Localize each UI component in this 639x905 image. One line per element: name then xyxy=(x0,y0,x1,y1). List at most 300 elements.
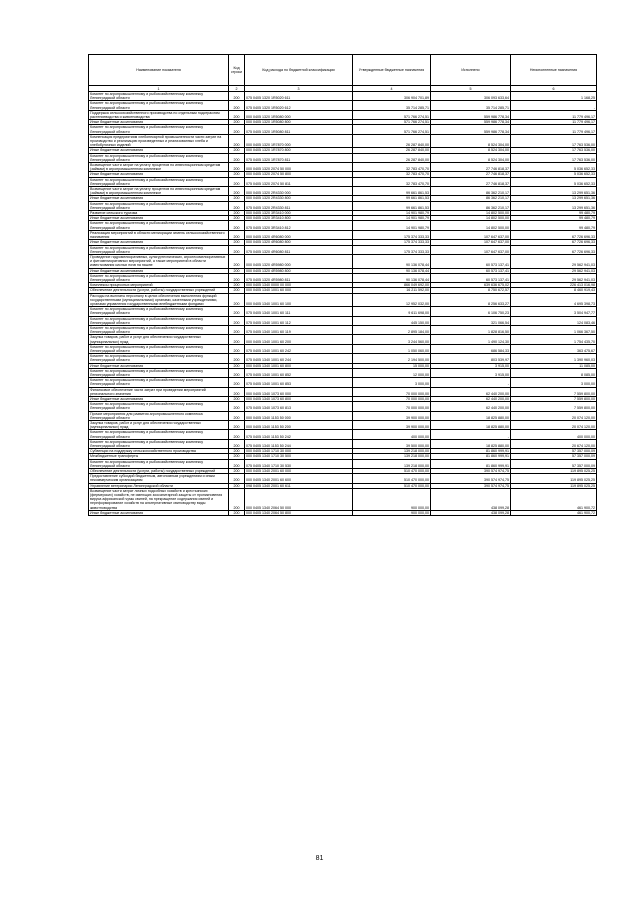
row-kbk: 075 0405 1340 1153 50 244 xyxy=(245,439,353,448)
table-row xyxy=(89,344,597,353)
row-name: Комитет по агропромышленному и рыбохозяйственному комплексу Ленинградской области xyxy=(89,273,229,282)
row-name: Реализация мероприятий в области мелиорации земель сельскохозяйственного назначения xyxy=(89,230,229,239)
row-approved: 39 500 000,00 xyxy=(353,439,431,448)
row-name: Иные бюджетные ассигнования xyxy=(89,216,229,221)
row-kbk: 000 0405 1320 2R4330 800 xyxy=(245,196,353,201)
row-unexecuted: 11 779 496,17 xyxy=(511,110,597,119)
row-executed: 18 825 880,00 xyxy=(431,421,511,430)
row-name: Иные бюджетные ассигнования xyxy=(89,240,229,245)
row-approved: 139 218 000,00 xyxy=(353,454,431,459)
row-unexecuted: 124 083,46 xyxy=(511,316,597,325)
row-unexecuted: 20 074 120,00 xyxy=(511,411,597,420)
row-executed: 639 636 675,02 xyxy=(431,283,511,288)
row-name: Комитет по агропромышленному и рыбохозяйственному комплексу Ленинградской области xyxy=(89,92,229,101)
row-executed: 321 066,54 xyxy=(431,316,511,325)
table-body xyxy=(89,92,597,516)
row-executed: 8 524 304,00 xyxy=(431,148,511,153)
row-executed: 18 825 880,00 xyxy=(431,439,511,448)
col-number: 6 xyxy=(511,86,597,92)
header-kbk: Код расхода по бюджетной классификации xyxy=(245,55,353,86)
row-executed: 62 440 200,00 xyxy=(431,402,511,411)
row-executed: 8 524 304,00 xyxy=(431,153,511,162)
row-code: 200 xyxy=(229,134,245,148)
row-executed: 8 750 672,57 xyxy=(431,288,511,293)
row-approved: 139 218 000,00 xyxy=(353,449,431,454)
col-number: 2 xyxy=(229,86,245,92)
row-unexecuted: 99 480,79 xyxy=(511,211,597,216)
row-name: Иные бюджетные ассигнования xyxy=(89,172,229,177)
row-name: Комитет по агропромышленному и рыбохозяйственному комплексу Ленинградской области xyxy=(89,316,229,325)
row-name: Комитет по агропромышленному и рыбохозяйственному комплексу Ленинградской области xyxy=(89,221,229,230)
row-code: 200 xyxy=(229,101,245,110)
row-name: Комитет по агропромышленному и рыбохозяйственному комплексу Ленинградской области xyxy=(89,402,229,411)
row-approved: 26 287 840,00 xyxy=(353,153,431,162)
row-kbk: 000 0405 1340 1710 30 500 xyxy=(245,454,353,459)
row-approved: 39 900 000,00 xyxy=(353,421,431,430)
col-number: 5 xyxy=(431,86,511,92)
row-approved: 3 000,00 xyxy=(353,378,431,387)
row-approved: 99 661 861,53 xyxy=(353,196,431,201)
row-unexecuted: 363 475,67 xyxy=(511,344,597,353)
row-kbk: 075 0405 1340 1001 60 112 xyxy=(245,316,353,325)
row-approved: 9 611 698,00 xyxy=(353,307,431,316)
row-executed: 60 573 137,41 xyxy=(431,254,511,268)
row-executed: 107 647 637,00 xyxy=(431,230,511,239)
row-code: 200 xyxy=(229,153,245,162)
row-unexecuted: 13 299 651,36 xyxy=(511,196,597,201)
row-kbk: 075 0405 1340 1073 60 813 xyxy=(245,402,353,411)
row-unexecuted: 20 674 120,00 xyxy=(511,439,597,448)
row-approved: 99 661 861,53 xyxy=(353,187,431,196)
row-unexecuted: 67 726 696,33 xyxy=(511,240,597,245)
row-code: 200 xyxy=(229,344,245,353)
table-row xyxy=(89,459,597,468)
row-unexecuted: 29 562 941,03 xyxy=(511,254,597,268)
row-executed: 306 093 633,64 xyxy=(431,92,511,101)
table-row xyxy=(89,177,597,186)
table-row xyxy=(89,325,597,334)
row-executed: 60 573 137,41 xyxy=(431,273,511,282)
row-executed: 6 106 750,23 xyxy=(431,307,511,316)
row-name: Управление ветеринарии Ленинградской области xyxy=(89,483,229,488)
row-kbk: 000 0405 1320 4R5980 000 xyxy=(245,254,353,268)
row-code: 200 xyxy=(229,120,245,125)
row-kbk: 000 0405 1340 2001 60 600 xyxy=(245,474,353,483)
row-executed: 27 746 818,37 xyxy=(431,177,511,186)
row-name: Иные бюджетные ассигнования xyxy=(89,510,229,515)
row-executed: 86 362 210,17 xyxy=(431,196,511,201)
row-kbk: 000 0405 1340 2064 50 800 xyxy=(245,510,353,515)
row-approved: 510 470 000,00 xyxy=(353,474,431,483)
row-kbk: 000 0405 1320 1R7870 800 xyxy=(245,148,353,153)
row-code: 200 xyxy=(229,411,245,420)
row-kbk: 000 0405 1320 2R4330 000 xyxy=(245,187,353,196)
row-name: Комитет по агропромышленному и рыбохозяйственному комплексу Ленинградской области xyxy=(89,201,229,210)
header-unexecuted: Неисполненные назначения xyxy=(511,55,597,86)
row-code: 200 xyxy=(229,449,245,454)
table-row xyxy=(89,101,597,110)
row-name: Проведение гидромелиоративных, культуртехнических, агролесомелиоративных и фитомелиоративных мероприятий, а также мероприятий в области известкования кислых почв на пашне xyxy=(89,254,229,268)
table-row xyxy=(89,307,597,316)
row-kbk: 000 0405 1340 1001 60 000 xyxy=(245,288,353,293)
row-kbk: 000 0405 1340 1001 60 800 xyxy=(245,363,353,368)
table-row xyxy=(89,293,597,307)
row-kbk: 075 0405 1320 1R5020 611 xyxy=(245,92,353,101)
row-approved: 3 244 560,00 xyxy=(353,335,431,344)
row-kbk: 075 0405 1340 1710 30 530 xyxy=(245,459,353,468)
row-unexecuted: 1 066 367,50 xyxy=(511,325,597,334)
row-name: Обеспечение деятельности (услуги, работы) государственных учреждений xyxy=(89,469,229,474)
row-kbk: 000 0405 1320 2074 50 800 xyxy=(245,172,353,177)
row-name: Комитет по агропромышленному и рыбохозяйственному комплексу Ленинградской области xyxy=(89,101,229,110)
row-executed: 81 860 999,91 xyxy=(431,459,511,468)
row-unexecuted: 29 562 941,03 xyxy=(511,268,597,273)
row-approved: 571 766 274,51 xyxy=(353,110,431,119)
table-row xyxy=(89,421,597,430)
row-unexecuted: 67 726 696,33 xyxy=(511,245,597,254)
row-approved: 571 766 274,51 xyxy=(353,125,431,134)
row-unexecuted: 226 413 016,98 xyxy=(511,283,597,288)
row-code: 200 xyxy=(229,187,245,196)
row-code: 200 xyxy=(229,288,245,293)
table-row xyxy=(89,430,597,439)
row-name: Расходы на выплаты персоналу в целях обеспечения выполнения функций государственными (муниципальными) органами, казенными учреждениями, органами управления государственными внебюджетными фондами xyxy=(89,293,229,307)
row-kbk: 075 0405 1340 1001 60 111 xyxy=(245,307,353,316)
row-kbk: 000 0405 1320 4R5980 800 xyxy=(245,268,353,273)
row-approved: 35 714 285,71 xyxy=(353,101,431,110)
row-approved: 90 136 078,44 xyxy=(353,254,431,268)
row-approved: 571 766 274,51 xyxy=(353,120,431,125)
row-unexecuted: 57 357 000,09 xyxy=(511,454,597,459)
row-name: Комитет по агропромышленному и рыбохозяйственному комплексу Ленинградской области xyxy=(89,125,229,134)
row-unexecuted: 11 085,00 xyxy=(511,363,597,368)
row-executed: 686 584,33 xyxy=(431,344,511,353)
col-number: 4 xyxy=(353,86,431,92)
row-code: 200 xyxy=(229,201,245,210)
row-approved: 175 374 333,33 xyxy=(353,240,431,245)
row-approved: 26 287 840,00 xyxy=(353,134,431,148)
row-unexecuted: 11 779 496,17 xyxy=(511,125,597,134)
row-executed: 559 986 778,34 xyxy=(431,110,511,119)
row-kbk: 000 0405 1320 3R3410 800 xyxy=(245,216,353,221)
row-kbk: 000 0405 1340 2001 60 000 xyxy=(245,469,353,474)
row-kbk: 075 0405 1320 1R5080 811 xyxy=(245,125,353,134)
row-kbk: 075 0405 1320 1R5020 612 xyxy=(245,101,353,110)
table-row xyxy=(89,368,597,377)
row-approved: 32 783 470,70 xyxy=(353,177,431,186)
row-code: 200 xyxy=(229,216,245,221)
row-kbk: 075 0405 1320 2R4330 811 xyxy=(245,201,353,210)
row-executed: - xyxy=(431,430,511,439)
row-code: 200 xyxy=(229,378,245,387)
row-unexecuted: 5 036 652,33 xyxy=(511,172,597,177)
row-approved: 12 952 032,00 xyxy=(353,293,431,307)
row-code: 200 xyxy=(229,430,245,439)
row-code: 200 xyxy=(229,459,245,468)
row-kbk: 075 0405 1320 1R7870 811 xyxy=(245,153,353,162)
table-row xyxy=(89,187,597,196)
row-code: 200 xyxy=(229,397,245,402)
row-executed: 86 362 210,17 xyxy=(431,187,511,196)
row-name: Обеспечение деятельности (услуги, работы) государственных учреждений xyxy=(89,288,229,293)
row-unexecuted: 461 900,72 xyxy=(511,488,597,510)
row-code: 200 xyxy=(229,163,245,172)
row-name: Комитет по агропромышленному и рыбохозяйственному комплексу Ленинградской области xyxy=(89,430,229,439)
row-name: Комитет по агропромышленному и рыбохозяйственному комплексу Ленинградской области xyxy=(89,354,229,363)
row-executed: 559 986 778,34 xyxy=(431,125,511,134)
row-executed: 390 574 974,75 xyxy=(431,469,511,474)
row-kbk: 000 0405 1320 4R6080 000 xyxy=(245,230,353,239)
row-unexecuted: 17 763 536,00 xyxy=(511,148,597,153)
row-name: Комитет по агропромышленному и рыбохозяйственному комплексу Ленинградской области xyxy=(89,245,229,254)
row-code: 200 xyxy=(229,421,245,430)
row-approved: 175 374 333,33 xyxy=(353,230,431,239)
row-name: Комитет по агропромышленному и рыбохозяйственному комплексу Ленинградской области xyxy=(89,459,229,468)
row-approved: 70 000 000,00 xyxy=(353,387,431,396)
row-code: 200 xyxy=(229,354,245,363)
row-approved: 139 218 000,00 xyxy=(353,459,431,468)
row-approved: 32 783 470,70 xyxy=(353,163,431,172)
row-name: Финансовое обеспечение части затрат при проведении мероприятий регионального значения xyxy=(89,387,229,396)
row-name: Комитет по агропромышленному и рыбохозяйственному комплексу Ленинградской области xyxy=(89,368,229,377)
row-name: Закупка товаров, работ и услуг для обеспечения государственных (муниципальных) нужд xyxy=(89,335,229,344)
row-executed: 107 647 637,00 xyxy=(431,245,511,254)
row-executed: 107 647 637,00 xyxy=(431,240,511,245)
row-unexecuted: 29 562 941,03 xyxy=(511,273,597,282)
row-approved: 70 000 000,00 xyxy=(353,397,431,402)
row-unexecuted: 3 000,00 xyxy=(511,378,597,387)
row-approved: 2 895 184,00 xyxy=(353,325,431,334)
row-kbk: 075 0405 1320 2074 50 811 xyxy=(245,177,353,186)
row-name: Иные бюджетные ассигнования xyxy=(89,397,229,402)
row-unexecuted: 13 299 651,36 xyxy=(511,201,597,210)
row-name: Комплексы процессных мероприятий xyxy=(89,283,229,288)
row-approved: 26 287 840,00 xyxy=(353,148,431,153)
header-code: Код строки xyxy=(229,55,245,86)
row-kbk: 000 0405 1340 1710 30 000 xyxy=(245,449,353,454)
row-unexecuted: 67 726 696,33 xyxy=(511,230,597,239)
table-row xyxy=(89,245,597,254)
row-code: 200 xyxy=(229,325,245,334)
row-unexecuted: 1 754 435,70 xyxy=(511,335,597,344)
row-executed: 81 860 999,91 xyxy=(431,454,511,459)
page-number: 81 xyxy=(315,855,324,862)
row-executed: 8 524 304,00 xyxy=(431,134,511,148)
row-executed: 35 714 285,71 xyxy=(431,101,511,110)
row-name: Комитет по агропромышленному и рыбохозяйственному комплексу Ленинградской области xyxy=(89,153,229,162)
row-code: 200 xyxy=(229,211,245,216)
table-row xyxy=(89,510,597,515)
row-code: 200 xyxy=(229,454,245,459)
row-unexecuted: 11 779 496,17 xyxy=(511,120,597,125)
row-code: 200 xyxy=(229,283,245,288)
row-executed: 390 574 974,75 xyxy=(431,483,511,488)
row-approved: 99 661 861,53 xyxy=(353,201,431,210)
row-name: Иные бюджетные ассигнования xyxy=(89,268,229,273)
row-code: 200 xyxy=(229,221,245,230)
row-kbk: 000 0405 1320 1R5080 000 xyxy=(245,110,353,119)
row-code: 200 xyxy=(229,125,245,134)
row-kbk: 000 0405 1320 3R3410 000 xyxy=(245,211,353,216)
row-code: 200 xyxy=(229,510,245,515)
table-row xyxy=(89,402,597,411)
row-name: Возмещение части затрат на уплату процентов по инвестиционным кредитам (займам) в агропромышленном комплексе xyxy=(89,163,229,172)
col-number: 3 xyxy=(245,86,353,92)
row-kbk: 075 0405 1340 1001 60 853 xyxy=(245,378,353,387)
row-executed: - xyxy=(431,378,511,387)
row-approved: 16 211 592,00 xyxy=(353,288,431,293)
budget-execution-table xyxy=(88,54,597,516)
row-kbk: 000 0405 1340 1001 60 200 xyxy=(245,335,353,344)
row-name: Комитет по агропромышленному и рыбохозяйственному комплексу Ленинградской области xyxy=(89,177,229,186)
row-unexecuted: 400 000,00 xyxy=(511,430,597,439)
row-kbk: 000 0405 1340 1153 50 000 xyxy=(245,411,353,420)
row-unexecuted: 1 168,25 xyxy=(511,92,597,101)
row-kbk: 075 0405 1340 1001 60 242 xyxy=(245,344,353,353)
table-row xyxy=(89,92,597,101)
row-approved: 15 000,00 xyxy=(353,363,431,368)
row-approved: 306 904 701,89 xyxy=(353,92,431,101)
table-row xyxy=(89,387,597,396)
row-name: Прочие мероприятия для развития агропромышленного комплекса Ленинградской области xyxy=(89,411,229,420)
row-code: 200 xyxy=(229,368,245,377)
row-code: 200 xyxy=(229,196,245,201)
row-code: 200 xyxy=(229,402,245,411)
row-name: Иные бюджетные ассигнования xyxy=(89,363,229,368)
row-executed: 1 490 124,30 xyxy=(431,335,511,344)
row-unexecuted: 119 895 025,25 xyxy=(511,483,597,488)
row-approved: 90 136 078,44 xyxy=(353,268,431,273)
row-unexecuted: 57 357 000,09 xyxy=(511,459,597,468)
row-executed: 390 574 974,75 xyxy=(431,474,511,483)
table-row xyxy=(89,354,597,363)
row-approved: 900 000,00 xyxy=(353,510,431,515)
row-name: Иные бюджетные ассигнования xyxy=(89,196,229,201)
row-executed: 14 802 500,00 xyxy=(431,211,511,216)
row-name: Возмещение части затрат личных подсобных хозяйств и крестьянских (фермерских) хозяйств, не имеющих зоосанитарной защиты от проникновения вируса африканской чумы свиней, на прекращение содержания свиней и переформирование хозяйств на альтернативные свиноводству виды животноводства xyxy=(89,488,229,510)
row-unexecuted: 5 036 652,33 xyxy=(511,177,597,186)
row-code: 200 xyxy=(229,307,245,316)
row-unexecuted: 99 480,79 xyxy=(511,221,597,230)
row-approved: 70 000 000,00 xyxy=(353,402,431,411)
row-executed: 559 986 778,34 xyxy=(431,120,511,125)
row-kbk: 000 0405 1340 2064 50 000 xyxy=(245,488,353,510)
row-unexecuted: 8 460 919,43 xyxy=(511,288,597,293)
table-row xyxy=(89,163,597,172)
table-row xyxy=(89,488,597,510)
row-approved: 445 150,00 xyxy=(353,316,431,325)
row-code: 200 xyxy=(229,273,245,282)
row-kbk: 075 0405 1340 1001 60 119 xyxy=(245,325,353,334)
row-approved: 510 470 000,00 xyxy=(353,469,431,474)
row-name: Комитет по агропромышленному и рыбохозяйственному комплексу Ленинградской области xyxy=(89,344,229,353)
row-name: Возмещение части затрат на уплату процентов по инвестиционным кредитам (займам) в агропромышленном комплексе xyxy=(89,187,229,196)
header-name: Наименование показателя xyxy=(89,55,229,86)
row-kbk: 075 0405 1320 4R5980 811 xyxy=(245,273,353,282)
row-executed: 8 256 633,27 xyxy=(431,293,511,307)
row-code: 200 xyxy=(229,148,245,153)
row-code: 200 xyxy=(229,177,245,186)
row-code: 200 xyxy=(229,363,245,368)
table-row xyxy=(89,316,597,325)
table-row xyxy=(89,221,597,230)
row-executed: 18 825 880,00 xyxy=(431,411,511,420)
row-unexecuted: 99 480,79 xyxy=(511,216,597,221)
row-code: 200 xyxy=(229,230,245,239)
row-name: Комитет по агропромышленному и рыбохозяйственному комплексу Ленинградской области xyxy=(89,439,229,448)
row-kbk: 098 0405 1340 2001 60 611 xyxy=(245,483,353,488)
row-code: 200 xyxy=(229,469,245,474)
row-kbk: 000 0405 1340 1153 50 200 xyxy=(245,421,353,430)
row-kbk: 075 0405 1340 1153 50 242 xyxy=(245,430,353,439)
table-row xyxy=(89,201,597,210)
row-approved: 2 194 500,00 xyxy=(353,354,431,363)
table-row xyxy=(89,378,597,387)
row-code: 200 xyxy=(229,92,245,101)
row-unexecuted: 17 763 536,00 xyxy=(511,153,597,162)
row-approved: 14 901 980,79 xyxy=(353,216,431,221)
row-name: Развитие сельского туризма xyxy=(89,211,229,216)
row-kbk: 000 0405 1340 1001 60 100 xyxy=(245,293,353,307)
row-name: Иные бюджетные ассигнования xyxy=(89,148,229,153)
row-kbk: 000 0405 1340 1073 60 800 xyxy=(245,397,353,402)
row-approved: 14 901 980,79 xyxy=(353,221,431,230)
table-row xyxy=(89,273,597,282)
row-code: 200 xyxy=(229,240,245,245)
table-row xyxy=(89,125,597,134)
row-executed: 62 440 200,00 xyxy=(431,397,511,402)
row-name: Закупка товаров, работ и услуг для обеспечения государственных (муниципальных) нужд xyxy=(89,421,229,430)
row-executed: 60 573 137,41 xyxy=(431,268,511,273)
row-approved: 32 783 470,70 xyxy=(353,172,431,177)
row-unexecuted: 7 559 800,00 xyxy=(511,387,597,396)
row-name: Комитет по агропромышленному и рыбохозяйственному комплексу Ленинградской области xyxy=(89,325,229,334)
row-executed: 1 828 816,50 xyxy=(431,325,511,334)
table-row xyxy=(89,439,597,448)
row-code: 200 xyxy=(229,110,245,119)
row-kbk: 075 0405 1340 1001 60 852 xyxy=(245,368,353,377)
row-code: 200 xyxy=(229,245,245,254)
row-executed: 438 099,28 xyxy=(431,510,511,515)
row-executed: 27 746 818,37 xyxy=(431,163,511,172)
row-unexecuted: 4 695 398,73 xyxy=(511,293,597,307)
row-code: 200 xyxy=(229,254,245,268)
table-row xyxy=(89,134,597,148)
table-row xyxy=(89,254,597,268)
row-unexecuted: 8 085,00 xyxy=(511,368,597,377)
col-number: 1 xyxy=(89,86,229,92)
row-name: Комитет по агропромышленному и рыбохозяйственному комплексу Ленинградской области xyxy=(89,378,229,387)
row-code: 200 xyxy=(229,172,245,177)
table-header-row xyxy=(89,55,597,86)
row-executed: 27 746 818,37 xyxy=(431,172,511,177)
row-code: 200 xyxy=(229,387,245,396)
row-unexecuted: 461 900,72 xyxy=(511,510,597,515)
row-unexecuted: - xyxy=(511,101,597,110)
table-row xyxy=(89,153,597,162)
row-code: 200 xyxy=(229,268,245,273)
table-row xyxy=(89,335,597,344)
row-code: 200 xyxy=(229,335,245,344)
row-code: 200 xyxy=(229,439,245,448)
row-approved: 12 000,00 xyxy=(353,368,431,377)
row-approved: 14 901 980,79 xyxy=(353,211,431,216)
table-row xyxy=(89,230,597,239)
row-kbk: 000 0405 1340 1073 60 000 xyxy=(245,387,353,396)
row-unexecuted: 13 299 651,36 xyxy=(511,187,597,196)
row-code: 200 xyxy=(229,483,245,488)
row-code: 200 xyxy=(229,488,245,510)
